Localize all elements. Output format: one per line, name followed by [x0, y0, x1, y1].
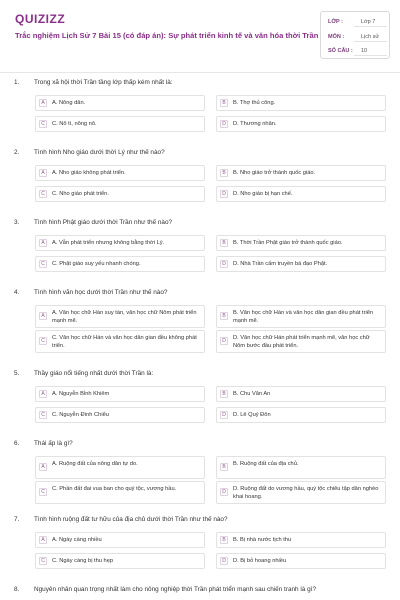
option-text: A. Ngày càng nhiều [52, 537, 102, 543]
option-text: B. Bị nhà nước tịch thu [233, 537, 292, 543]
option-letter-badge: B [220, 99, 228, 107]
option-text: A. Nông dân. [52, 100, 86, 106]
option-letter-badge: A [39, 169, 47, 177]
option-letter-badge: A [39, 536, 47, 544]
option-letter-badge: A [39, 312, 47, 320]
answer-option-b[interactable] [216, 456, 386, 479]
worksheet-meta-box [320, 11, 390, 59]
option-text: C. Ngày càng bị thu hẹp [52, 558, 114, 564]
option-text: B. Chu Văn An [233, 391, 271, 397]
option-text: C. Phật giáo suy yếu nhanh chóng. [52, 261, 141, 267]
question-number: 1. [14, 79, 20, 86]
question-text: Tình hình ruộng đất tư hữu của địa chủ dưới thời Trần như thế nào? [34, 516, 228, 523]
option-letter-badge: C [39, 337, 47, 345]
option-text: B. Văn học chữ Hán và văn học dân gian đều phát triển mạnh mẽ. [233, 310, 374, 324]
question-number: 2. [14, 149, 20, 156]
option-letter-badge: D [220, 557, 228, 565]
answer-option-b[interactable] [216, 165, 386, 181]
answer-option-d[interactable] [216, 407, 386, 423]
option-text: D. Ruộng đất do vương hầu, quý tộc chiêu tập dân nghèo khai hoang. [233, 486, 379, 500]
option-letter-badge: B [220, 536, 228, 544]
option-text: A. Văn học chữ Hán suy tàn, văn học chữ Nôm phát triển mạnh mẽ. [52, 310, 197, 324]
option-letter-badge: B [220, 463, 228, 471]
question-text: Tình hình Phật giáo dưới thời Trần như thế nào? [34, 219, 173, 226]
answer-option-a[interactable] [35, 165, 205, 181]
option-text: D. Nho giáo bị hạn chế. [233, 191, 293, 197]
option-letter-badge: D [220, 120, 228, 128]
question-text: Thầy giáo nổi tiếng nhất dưới thời Trần là: [34, 370, 154, 377]
option-letter-badge: C [39, 557, 47, 565]
option-text: C. Nho giáo phát triển. [52, 191, 109, 197]
option-text: B. Ruộng đất của địa chủ. [233, 461, 299, 467]
answer-option-c[interactable] [35, 186, 205, 202]
option-letter-badge: A [39, 390, 47, 398]
option-letter-badge: D [220, 190, 228, 198]
option-text: D. Bị bỏ hoang nhiều [233, 558, 287, 564]
answer-option-c[interactable] [35, 407, 205, 423]
meta-row-question-count [328, 46, 388, 58]
answer-option-b[interactable] [216, 95, 386, 111]
answer-option-c[interactable] [35, 481, 205, 504]
meta-label: SỐ CÂU : [328, 48, 353, 54]
answer-option-a[interactable] [35, 456, 205, 479]
answer-option-b[interactable] [216, 386, 386, 402]
answer-option-a[interactable] [35, 532, 205, 548]
option-letter-badge: A [39, 99, 47, 107]
option-letter-badge: D [220, 411, 228, 419]
option-text: A. Ruộng đất của nông dân tự do. [52, 461, 138, 467]
answer-option-d[interactable] [216, 116, 386, 132]
answer-option-d[interactable] [216, 330, 386, 353]
meta-row-subject [328, 32, 388, 44]
option-text: B. Thợ thủ công. [233, 100, 276, 106]
answer-option-a[interactable] [35, 95, 205, 111]
option-letter-badge: D [220, 260, 228, 268]
meta-label: LỚP : [328, 19, 343, 25]
question-number: 6. [14, 440, 20, 447]
option-text: C. Nguyễn Đình Chiểu [52, 412, 109, 418]
answer-option-a[interactable] [35, 386, 205, 402]
option-text: D. Lê Quý Đôn [233, 412, 271, 418]
answer-option-a[interactable] [35, 305, 205, 328]
question-text: Thái ấp là gì? [34, 440, 73, 447]
option-letter-badge: C [39, 411, 47, 419]
option-letter-badge: C [39, 120, 47, 128]
option-text: B. Nho giáo trở thành quốc giáo. [233, 170, 316, 176]
meta-value: Lớp 7 [354, 17, 387, 27]
option-letter-badge: A [39, 239, 47, 247]
option-text: A. Nguyễn Bỉnh Khiêm [52, 391, 110, 397]
option-letter-badge: C [39, 488, 47, 496]
question-text: Trong xã hội thời Trần tầng lớp thấp kém nhất là: [34, 79, 173, 86]
option-text: A. Vẫn phát triển nhưng không bằng thời Lý. [52, 240, 165, 246]
option-letter-badge: D [220, 488, 228, 496]
option-text: A. Nho giáo không phát triển. [52, 170, 126, 176]
option-letter-badge: B [220, 239, 228, 247]
question-text: Nguyên nhân quan trọng nhất làm cho nông nghiệp thời Trần phát triển mạnh sau chiến tranh là gì? [34, 586, 317, 593]
answer-option-c[interactable] [35, 330, 205, 353]
page-title: Trắc nghiệm Lịch Sử 7 Bài 15 (có đáp án): Sự phát triển kinh tế và văn hóa thời Trần [15, 31, 319, 40]
option-text: C. Phần đất đai vua ban cho quý tộc, vương hầu. [52, 486, 177, 492]
option-text: B. Thời Trần Phật giáo trở thành quốc giáo. [233, 240, 343, 246]
option-letter-badge: C [39, 190, 47, 198]
quizizz-logo: QUIZIZZ [15, 12, 66, 26]
question-number: 8. [14, 586, 20, 593]
option-text: D. Văn học chữ Hán phát triển mạnh mẽ, văn học chữ Nôm bước đầu phát triển. [233, 335, 370, 349]
answer-option-a[interactable] [35, 235, 205, 251]
option-text: D. Nhà Trần cấm truyền bá đạo Phật. [233, 261, 328, 267]
option-letter-badge: D [220, 337, 228, 345]
option-letter-badge: B [220, 390, 228, 398]
worksheet-header [0, 0, 400, 68]
option-letter-badge: C [39, 260, 47, 268]
answer-option-c[interactable] [35, 116, 205, 132]
question-number: 7. [14, 516, 20, 523]
answer-option-b[interactable] [216, 305, 386, 328]
header-divider [0, 72, 400, 73]
answer-option-d[interactable] [216, 256, 386, 272]
option-letter-badge: B [220, 169, 228, 177]
question-number: 5. [14, 370, 20, 377]
meta-row-class [328, 17, 388, 29]
answer-option-d[interactable] [216, 186, 386, 202]
meta-value: Lịch sử [354, 32, 387, 42]
question-number: 3. [14, 219, 20, 226]
answer-option-c[interactable] [35, 256, 205, 272]
option-letter-badge: A [39, 463, 47, 471]
option-text: C. Văn học chữ Hán và văn học dân gian đều không phát triển. [52, 335, 197, 349]
question-text: Tình hình văn học dưới thời Trần như thế nào? [34, 289, 168, 296]
meta-label: MÔN : [328, 34, 345, 40]
answer-option-d[interactable] [216, 481, 386, 504]
answer-option-b[interactable] [216, 235, 386, 251]
answer-option-c[interactable] [35, 553, 205, 569]
option-letter-badge: B [220, 312, 228, 320]
question-text: Tình hình Nho giáo dưới thời Lý như thế nào? [34, 149, 165, 156]
option-text: D. Thương nhân. [233, 121, 277, 127]
answer-option-b[interactable] [216, 532, 386, 548]
answer-option-d[interactable] [216, 553, 386, 569]
meta-value: 10 [354, 46, 387, 56]
question-number: 4. [14, 289, 20, 296]
option-text: C. Nô tì, nông nô. [52, 121, 97, 127]
